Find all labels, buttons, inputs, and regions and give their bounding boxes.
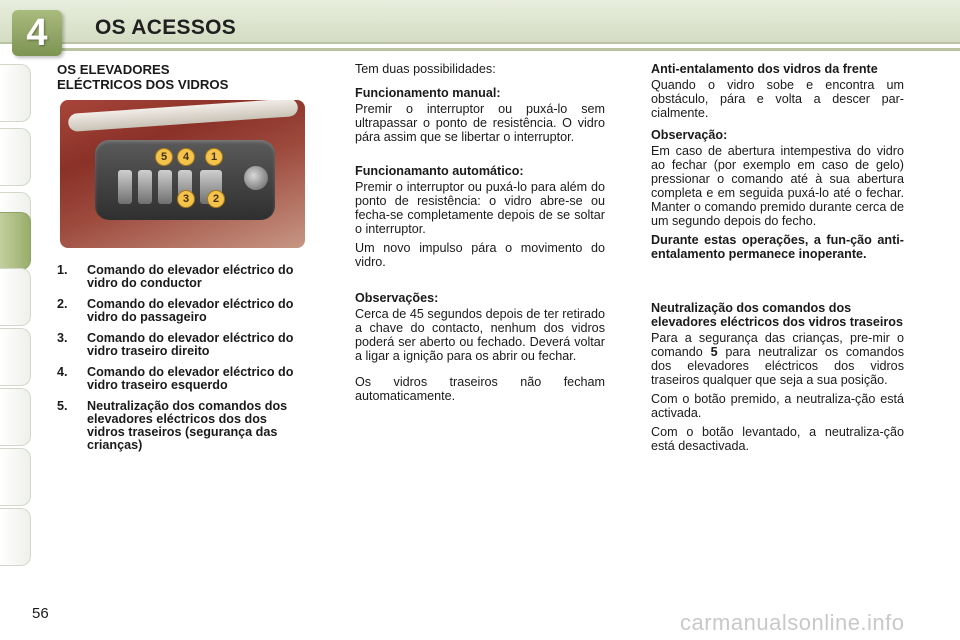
observation-text: Em caso de abertura intempestiva do vidro ao fechar (por exemplo em caso de gelo) pressionar o comando até à sua abertura completa e em seguida puxá-lo até o fechar. Manter o comando premido durante cerca de um segundo depois do fecho. bbox=[651, 144, 904, 228]
list-item: 1. Comando do elevador eléctrico do vidro do conductor bbox=[57, 263, 294, 290]
side-tab-7[interactable] bbox=[0, 388, 31, 446]
side-tab-6[interactable] bbox=[0, 328, 31, 386]
column-right bbox=[651, 62, 904, 458]
warning-text: Durante estas operações, a fun-ção anti-entalamento permanece inoperante. bbox=[651, 233, 904, 261]
chapter-title: OS ACESSOS bbox=[95, 16, 237, 39]
auto-title: Funcionamanto automático: bbox=[355, 164, 524, 178]
window-switch bbox=[118, 170, 132, 204]
section-title-line1: OS ELEVADORES bbox=[57, 62, 170, 77]
observation-title: Observação: bbox=[651, 128, 728, 142]
side-tab-2[interactable] bbox=[0, 128, 31, 186]
anti-trap-title: Anti-entalamento dos vidros da frente bbox=[651, 62, 878, 76]
list-item: 5. Neutralização dos comandos dos elevadores eléctricos dos dos vidros traseiros (segurança das crianças) bbox=[57, 399, 288, 452]
side-tab-5[interactable] bbox=[0, 268, 31, 326]
observations-title: Observações: bbox=[355, 291, 439, 305]
window-switch bbox=[158, 170, 172, 204]
watermark: carmanualsonline.info bbox=[680, 610, 905, 635]
callout-badge-4: 4 bbox=[177, 148, 195, 166]
door-trim bbox=[68, 100, 299, 132]
auto-text: Premir o interruptor ou puxá-lo para além do ponto de resistência: o vidro abre-se ou fecha-se completamente depois de se soltar o interruptor. bbox=[355, 180, 605, 236]
control-list-wrap bbox=[57, 264, 307, 460]
window-switch-photo bbox=[60, 100, 305, 248]
side-tab-1[interactable] bbox=[0, 64, 31, 122]
observations-text-2: Os vidros traseiros não fecham automaticamente. bbox=[355, 375, 605, 403]
intro-text: Tem duas possibilidades: bbox=[355, 62, 496, 76]
callout-badge-5: 5 bbox=[155, 148, 173, 166]
callout-badge-1: 1 bbox=[205, 148, 223, 166]
list-item: 4. Comando do elevador eléctrico do vidro traseiro esquerdo bbox=[57, 365, 294, 392]
neutralization-title: Neutralização dos comandos dos elevadores eléctricos dos vidros traseiros bbox=[651, 301, 903, 329]
chapter-number: 4 bbox=[26, 12, 48, 54]
control-list bbox=[57, 264, 307, 452]
anti-trap-text: Quando o vidro sobe e encontra um obstáculo, pára e volta a descer par-cialmente. bbox=[651, 78, 904, 120]
page-number: 56 bbox=[32, 605, 49, 622]
neutralization-text: Para a segurança das crianças, pre-mir o comando 5 para neutralizar os comandos dos elevadores eléctricos dos vidros traseiros qualquer que seja a sua posição. bbox=[651, 331, 904, 387]
window-switch bbox=[138, 170, 152, 204]
neutralization-off-text: Com o botão levantado, a neutraliza-ção está desactivada. bbox=[651, 425, 904, 453]
section-title-line2: ELÉCTRICOS DOS VIDROS bbox=[57, 77, 229, 92]
list-item: 3. Comando do elevador eléctrico do vidro traseiro direito bbox=[57, 331, 294, 358]
callout-badge-2: 2 bbox=[207, 190, 225, 208]
auto-text-2: Um novo impulso pára o movimento do vidro. bbox=[355, 241, 605, 269]
column-left bbox=[57, 62, 307, 92]
manual-text: Premir o interruptor ou puxá-lo sem ultrapassar o ponto de resistência. O vidro pára assim que se libertar o interruptor. bbox=[355, 102, 605, 144]
side-tab-4-active[interactable] bbox=[0, 212, 31, 270]
neutralization-on-text: Com o botão premido, a neutraliza-ção está activada. bbox=[651, 392, 904, 420]
callout-badge-3: 3 bbox=[177, 190, 195, 208]
column-middle bbox=[355, 62, 605, 408]
side-tab-9[interactable] bbox=[0, 508, 31, 566]
mirror-knob bbox=[244, 166, 268, 190]
manual-title: Funcionamento manual: bbox=[355, 86, 501, 100]
list-item: 2. Comando do elevador eléctrico do vidro do passageiro bbox=[57, 297, 294, 324]
header-rule bbox=[60, 48, 960, 51]
observations-text: Cerca de 45 segundos depois de ter retirado a chave do contacto, nenhum dos vidros poderá ser aberto ou fechado. Deverá voltar a ligar a ignição para os abrir ou fechar. bbox=[355, 307, 605, 363]
side-tab-8[interactable] bbox=[0, 448, 31, 506]
